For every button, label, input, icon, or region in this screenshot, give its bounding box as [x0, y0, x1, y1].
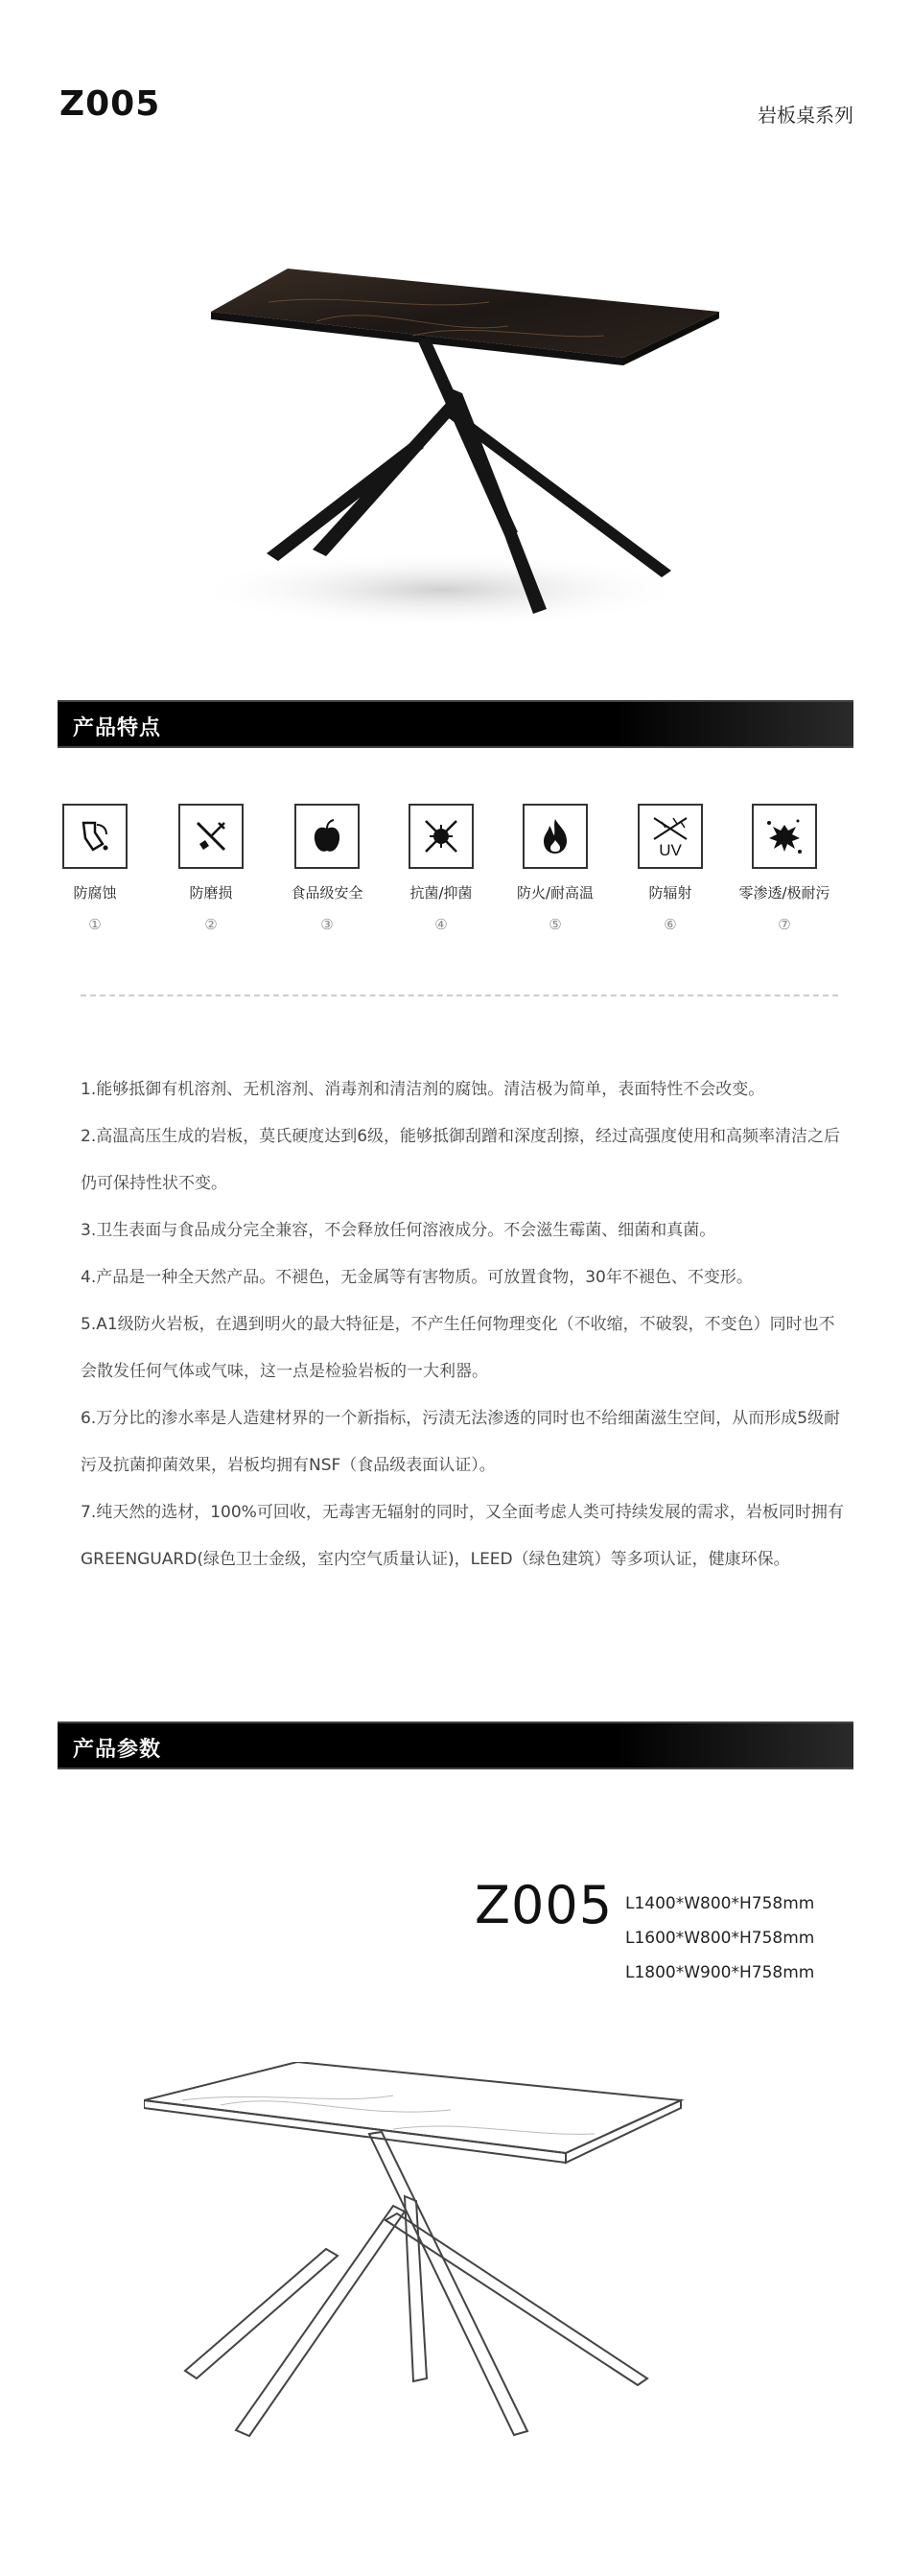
- section-title: 产品参数: [73, 1738, 162, 1762]
- feature-item: [613, 804, 728, 933]
- paragraph: 1.能够抵御有机溶剂、无机溶剂、消毒剂和清洁剂的腐蚀。清洁极为简单，表面特性不会改变。: [81, 1080, 765, 1099]
- spec-size: L1600*W800*H758mm: [625, 1929, 815, 1948]
- params-section-header: [58, 1721, 853, 1769]
- bacteria-icon: [409, 804, 474, 869]
- feature-name: 零渗透/极耐污: [738, 884, 830, 902]
- feature-name: 防磨损: [189, 884, 233, 902]
- feature-number: ③: [320, 916, 334, 933]
- paragraph: 3.卫生表面与食品成分完全兼容，不会释放任何溶液成分。不会滋生霉菌、细菌和真菌。: [81, 1221, 716, 1240]
- stain-icon: [752, 804, 817, 869]
- paragraph: 5.A1级防火岩板，在遇到明火的最大特征是，不产生任何物理变化（不收缩，不破裂，不变色）同时也不会散发任何气体或气味，这一点是检验岩板的一大利器。: [81, 1315, 835, 1381]
- knife-fork-icon: [178, 804, 244, 869]
- spec-size: L1800*W900*H758mm: [625, 1963, 815, 1982]
- feature-item: [153, 804, 269, 933]
- spec-sizes: [625, 1886, 814, 1990]
- spec-size: L1400*W800*H758mm: [625, 1894, 815, 1913]
- feature-item: [727, 804, 842, 933]
- spec-model: Z005: [475, 1875, 614, 1935]
- fire-icon: [523, 804, 588, 869]
- feature-name: 防腐蚀: [73, 884, 117, 902]
- table-line-drawing: [144, 2062, 815, 2541]
- feature-number: ⑤: [549, 916, 562, 933]
- feature-number: ⑦: [778, 916, 791, 933]
- svg-text:UV: UV: [659, 841, 682, 859]
- series-label: 岩板桌系列: [758, 104, 853, 127]
- feature-number: ②: [204, 916, 218, 933]
- feature-name: 抗菌/抑菌: [409, 884, 473, 902]
- feature-item: [498, 804, 613, 933]
- section-title: 产品特点: [73, 716, 162, 740]
- feature-name: 食品级安全: [291, 884, 363, 902]
- flask-icon: [62, 804, 128, 869]
- feature-number: ⑥: [664, 916, 677, 933]
- apple-icon: [294, 804, 360, 869]
- feature-item: [269, 804, 385, 933]
- feature-name: 防辐射: [648, 884, 692, 902]
- feature-item: [37, 804, 152, 933]
- divider: [81, 995, 838, 996]
- feature-number: ①: [88, 916, 102, 933]
- uv-icon: [638, 804, 703, 869]
- feature-name: 防火/耐高温: [516, 884, 595, 902]
- paragraph: 2.高温高压生成的岩板，莫氏硬度达到6级，能够抵御刮蹭和深度刮擦，经过高强度使用和高频率清洁之后仍可保持性状不变。: [81, 1127, 841, 1193]
- table-photo: [125, 245, 738, 638]
- paragraph: 4.产品是一种全天然产品。不褪色，无金属等有害物质。可放置食物，30年不褪色、不变形。: [81, 1268, 753, 1287]
- paragraph: 7.纯天然的选材，100%可回收，无毒害无辐射的同时，又全面考虑人类可持续发展的需求，岩板同时拥有GREENGUARD(绿色卫士金级，室内空气质量认证)，LEED（绿色建筑）等多项认证，健康环保。: [81, 1503, 844, 1569]
- feature-item: [384, 804, 499, 933]
- feature-number: ④: [434, 916, 448, 933]
- paragraph: 6.万分比的渗水率是人造建材界的一个新指标，污渍无法渗透的同时也不给细菌滋生空间，从而形成5级耐污及抗菌抑菌效果，岩板均拥有NSF（食品级表面认证）。: [81, 1409, 841, 1475]
- feature-description: [81, 1066, 848, 1583]
- page-title: Z005: [59, 84, 161, 124]
- features-section-header: [58, 700, 853, 748]
